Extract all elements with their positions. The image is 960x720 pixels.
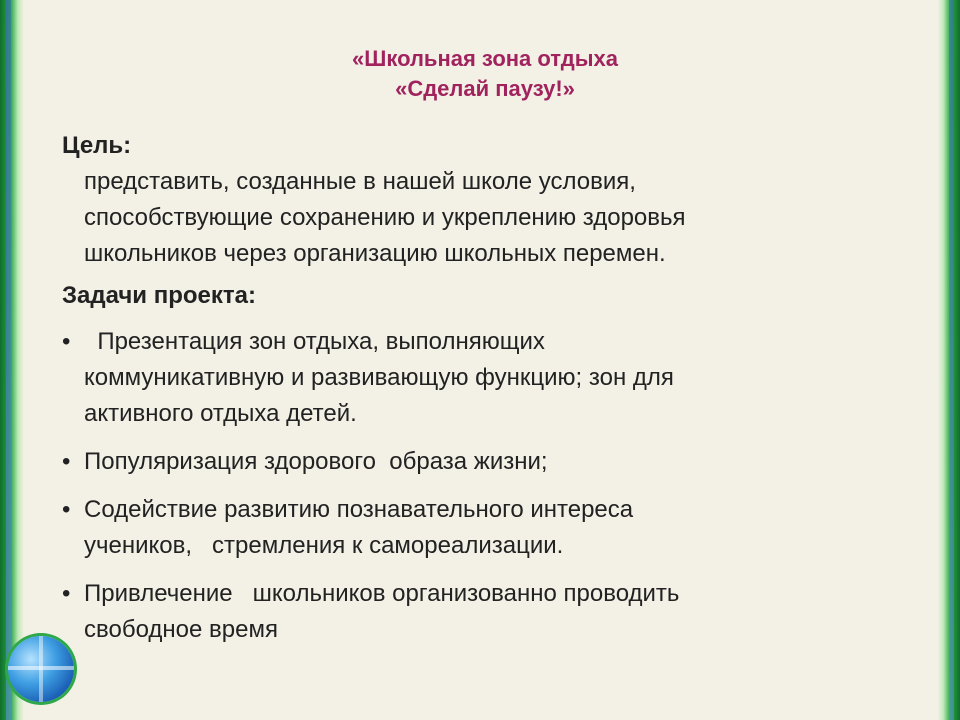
slide-content bbox=[62, 128, 882, 660]
slide-title-line-1: «Школьная зона отдыха bbox=[352, 46, 618, 71]
list-item-line: Привлечение школьников организованно проводить bbox=[84, 580, 680, 607]
list-item-line: Содействие развитию познавательного интереса bbox=[84, 496, 634, 523]
bullet-icon: • bbox=[62, 448, 71, 475]
bullet-icon: • bbox=[62, 328, 71, 355]
tasks-heading: Задачи проекта: bbox=[62, 282, 256, 309]
list-item-line: учеников, стремления к самореализации. bbox=[84, 532, 564, 559]
slide-title bbox=[0, 44, 960, 104]
goal-line: представить, созданные в нашей школе условия, bbox=[84, 168, 636, 195]
goal-line: способствующие сохранению и укреплению здоровья bbox=[84, 204, 686, 231]
goal-heading: Цель: bbox=[62, 132, 132, 159]
list-item-line: Популяризация здорового образа жизни; bbox=[84, 448, 548, 475]
list-item-line: коммуникативную и развивающую функцию; зон для bbox=[84, 364, 674, 391]
list-item bbox=[62, 492, 882, 564]
list-item bbox=[62, 576, 882, 648]
list-item-line: свободное время bbox=[84, 616, 278, 643]
goal-line: школьников через организацию школьных перемен. bbox=[84, 240, 666, 267]
bullet-icon: • bbox=[62, 580, 71, 607]
list-item bbox=[62, 324, 882, 432]
list-item bbox=[62, 444, 882, 480]
slide-title-line-2: «Сделай паузу!» bbox=[395, 76, 575, 101]
goal-text bbox=[62, 164, 882, 272]
left-decorative-border bbox=[0, 0, 24, 720]
right-decorative-border bbox=[938, 0, 960, 720]
bullet-icon: • bbox=[62, 496, 71, 523]
list-item-line: Презентация зон отдыха, выполняющих bbox=[84, 328, 545, 355]
list-item-line: активного отдыха детей. bbox=[84, 400, 357, 427]
tasks-list bbox=[62, 324, 882, 648]
